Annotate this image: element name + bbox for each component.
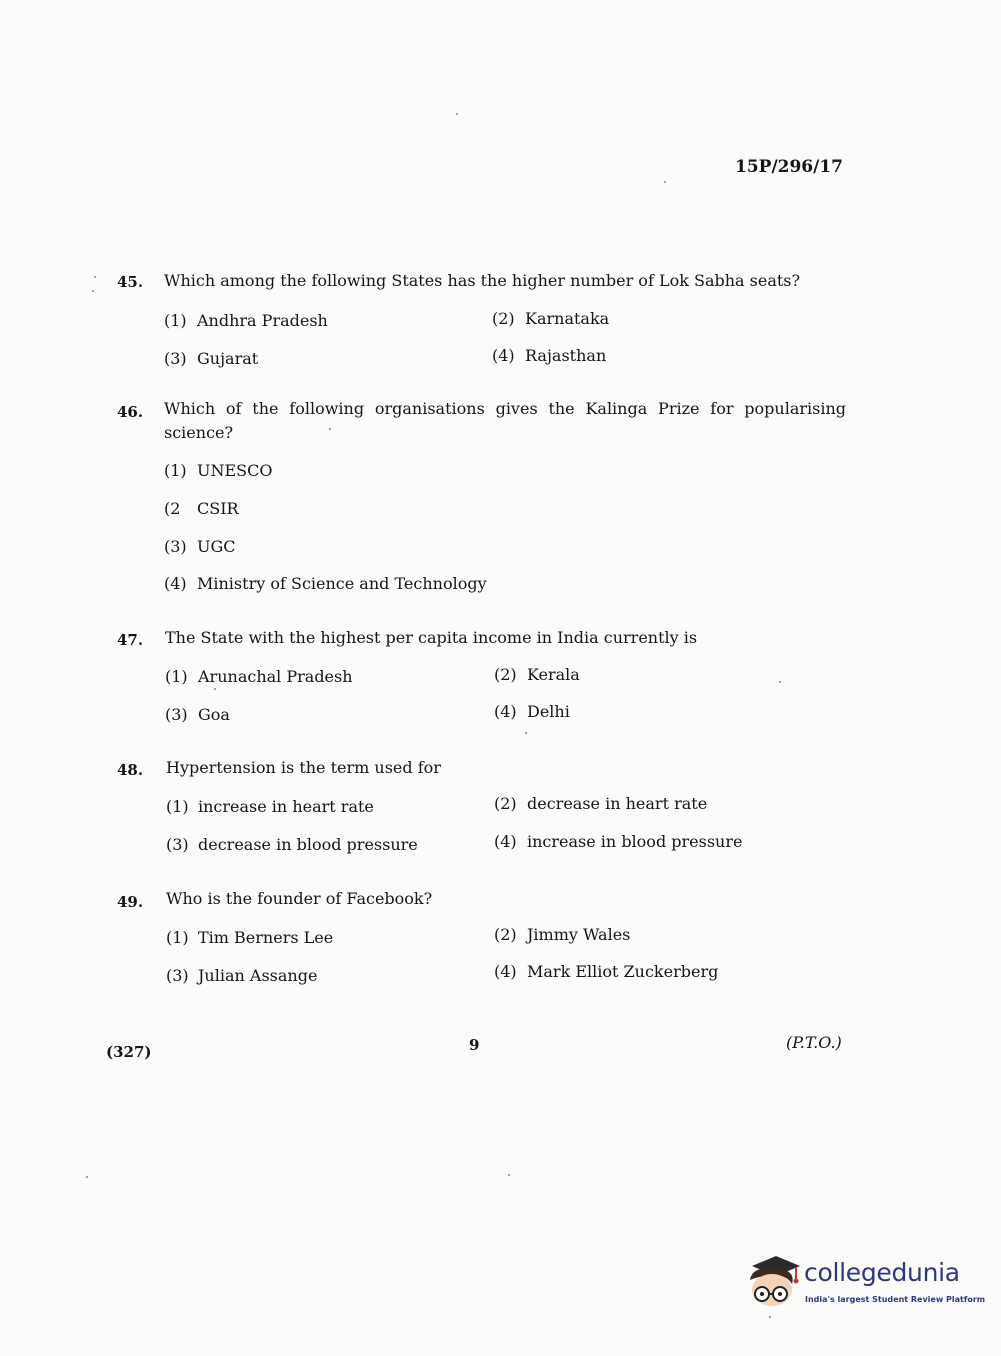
- option-text: Gujarat: [197, 349, 259, 368]
- question-number: 46.: [117, 403, 144, 421]
- option-text: Ministry of Science and Technology: [197, 574, 487, 593]
- question-text: Which of the following organisations gives the Kalinga Prize for popularising science?: [164, 399, 846, 442]
- option-number: (1): [164, 311, 187, 330]
- question-number: 45.: [117, 273, 144, 291]
- scan-speck: [525, 732, 527, 734]
- scan-speck: [769, 1316, 771, 1318]
- option-number: (4): [494, 962, 517, 981]
- option-text: Julian Assange: [198, 966, 318, 985]
- option-text: Jimmy Wales: [527, 925, 631, 944]
- scan-speck: [86, 1176, 88, 1178]
- option-text: CSIR: [197, 499, 239, 518]
- option-number: (2): [492, 309, 515, 328]
- option-number: (1): [164, 461, 187, 480]
- option-text: UNESCO: [197, 461, 273, 480]
- option-text: UGC: [197, 537, 236, 556]
- collegedunia-watermark: [742, 1250, 986, 1314]
- page-number: 9: [469, 1036, 480, 1054]
- question-number: 48.: [117, 761, 144, 779]
- option-text: Andhra Pradesh: [197, 311, 328, 330]
- option-number: (2: [164, 499, 181, 518]
- pto-label: (P.T.O.): [786, 1033, 842, 1052]
- option-text: decrease in blood pressure: [198, 835, 418, 854]
- scan-speck: [94, 276, 96, 278]
- question-number: 49.: [117, 893, 144, 911]
- option-number: (3): [164, 537, 187, 556]
- option-text: Arunachal Pradesh: [198, 667, 353, 686]
- question-text: Which among the following States has the higher number of Lok Sabha seats?: [164, 271, 801, 290]
- scan-speck: [664, 181, 666, 183]
- paper-code: 15P/296/17: [735, 157, 844, 177]
- option-number: (1): [166, 928, 189, 947]
- option-number: (3): [165, 705, 188, 724]
- option-text: increase in blood pressure: [527, 832, 743, 851]
- option-number: (1): [165, 667, 188, 686]
- option-number: (1): [166, 797, 189, 816]
- option-number: (4): [494, 832, 517, 851]
- brand-name: collegedunia: [804, 1258, 960, 1287]
- set-code: (327): [106, 1043, 152, 1061]
- scan-speck: [508, 1174, 510, 1176]
- scan-speck: [92, 290, 94, 292]
- question-number: 47.: [117, 631, 144, 649]
- option-text: Kerala: [527, 665, 580, 684]
- brand-tagline: India's largest Student Review Platform: [805, 1295, 986, 1304]
- option-text: Rajasthan: [525, 346, 607, 365]
- option-text: Mark Elliot Zuckerberg: [527, 962, 719, 981]
- option-number: (4): [492, 346, 515, 365]
- option-text: Goa: [198, 705, 230, 724]
- scan-speck: [329, 428, 331, 430]
- option-number: (4): [494, 702, 517, 721]
- option-number: (2): [494, 665, 517, 684]
- option-number: (3): [164, 349, 187, 368]
- scan-speck: [456, 113, 458, 115]
- scan-speck: [214, 688, 216, 690]
- scan-speck: [779, 681, 781, 683]
- option-number: (4): [164, 574, 187, 593]
- question-text: Hypertension is the term used for: [166, 758, 441, 777]
- question-text: Who is the founder of Facebook?: [166, 889, 433, 908]
- option-text: increase in heart rate: [198, 797, 374, 816]
- option-number: (3): [166, 966, 189, 985]
- option-text: Karnataka: [525, 309, 610, 328]
- option-number: (2): [494, 794, 517, 813]
- option-text: decrease in heart rate: [527, 794, 708, 813]
- option-text: Delhi: [527, 702, 570, 721]
- mascot-icon: [742, 1250, 804, 1312]
- option-number: (3): [166, 835, 189, 854]
- question-text: The State with the highest per capita income in India currently is: [165, 628, 698, 647]
- option-number: (2): [494, 925, 517, 944]
- option-text: Tim Berners Lee: [198, 928, 334, 947]
